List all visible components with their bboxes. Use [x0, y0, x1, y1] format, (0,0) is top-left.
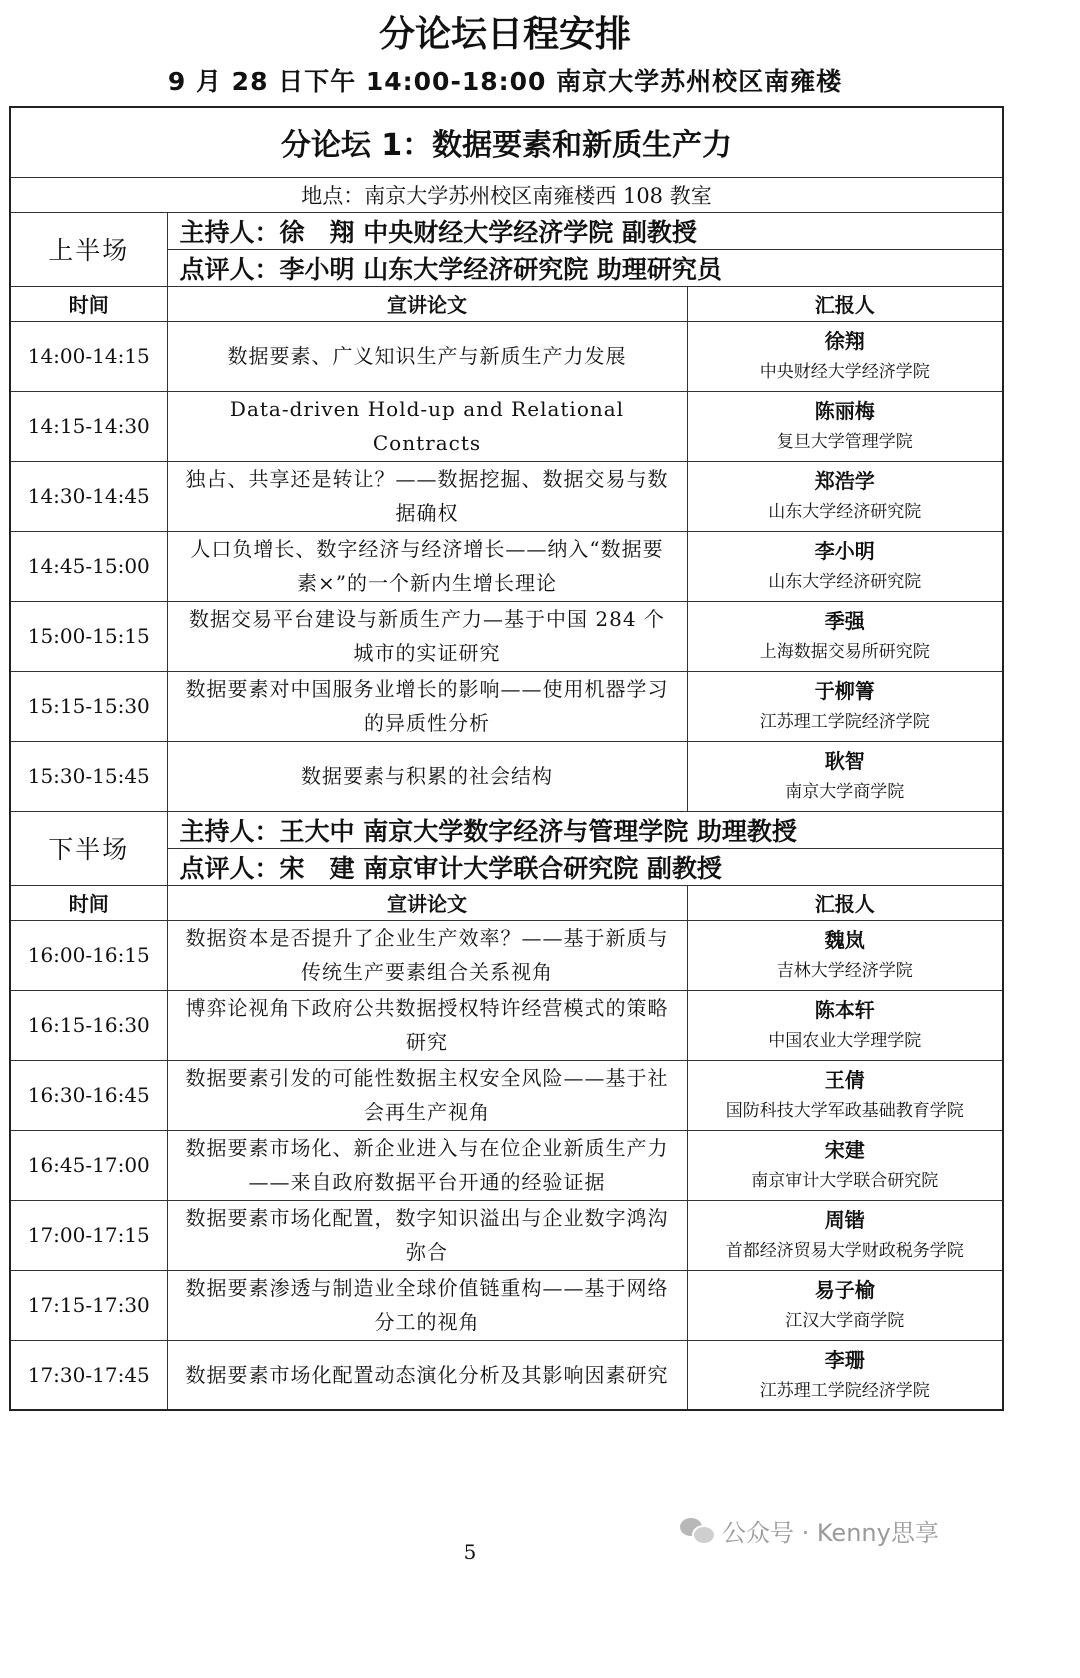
table-row [10, 1270, 1003, 1340]
presenter-affiliation: 国防科技大学军政基础教育学院 [725, 1101, 964, 1121]
time-cell: 16:30-16:45 [10, 1060, 167, 1130]
presenter-affiliation: 吉林大学经济学院 [776, 961, 913, 981]
session-header-row [10, 212, 1003, 249]
time-cell: 14:15-14:30 [10, 391, 167, 461]
column-header-presenter: 汇报人 [687, 885, 1003, 920]
presenter-affiliation: 江汉大学商学院 [785, 1311, 905, 1331]
presenter-name: 王倩 [824, 1068, 865, 1092]
presenter-name: 李小明 [814, 539, 875, 563]
presenter-cell [687, 990, 1003, 1060]
presenter-name: 陈丽梅 [814, 399, 875, 423]
presenter-name: 周锴 [824, 1208, 865, 1232]
presenter-cell [687, 741, 1003, 811]
presenter-name: 易子榆 [814, 1278, 875, 1302]
paper-title-cell: 数据交易平台建设与新质生产力—基于中国 284 个城市的实证研究 [167, 601, 687, 671]
table-row [10, 1060, 1003, 1130]
presenter-cell [687, 671, 1003, 741]
time-cell: 17:30-17:45 [10, 1340, 167, 1410]
paper-title-cell: 数据要素与积累的社会结构 [167, 741, 687, 811]
presenter-cell [687, 531, 1003, 601]
presenter-cell [687, 1060, 1003, 1130]
session-header-row [10, 811, 1003, 848]
presenter-affiliation: 江苏理工学院经济学院 [759, 1380, 930, 1401]
session-commentator: 点评人：宋 建 南京审计大学联合研究院 副教授 [167, 848, 1003, 885]
presenter-affiliation: 首都经济贸易大学财政税务学院 [725, 1241, 964, 1261]
presenter-name: 魏岚 [824, 928, 865, 952]
table-row [10, 601, 1003, 671]
table-row [10, 1130, 1003, 1200]
presenter-name: 李珊 [824, 1347, 865, 1372]
presenter-affiliation: 南京大学商学院 [785, 782, 905, 802]
table-row [10, 321, 1003, 391]
page-title: 分论坛日程安排 [378, 14, 631, 55]
time-cell: 14:30-14:45 [10, 461, 167, 531]
paper-title-cell: 博弈论视角下政府公共数据授权特许经营模式的策略研究 [167, 990, 687, 1060]
presenter-affiliation: 南京审计大学联合研究院 [751, 1171, 939, 1191]
column-header-paper: 宣讲论文 [167, 885, 687, 920]
forum-location: 地点：南京大学苏州校区南雍楼西 108 教室 [10, 177, 1003, 212]
table-row [10, 1200, 1003, 1270]
paper-title-cell: 独占、共享还是转让？——数据挖掘、数据交易与数据确权 [167, 461, 687, 531]
presenter-cell [687, 1130, 1003, 1200]
time-cell: 15:15-15:30 [10, 671, 167, 741]
presenter-name: 耿智 [824, 749, 865, 773]
time-cell: 16:15-16:30 [10, 990, 167, 1060]
paper-title-cell: 数据要素市场化配置动态演化分析及其影响因素研究 [167, 1340, 687, 1410]
forum-title: 分论坛 1：数据要素和新质生产力 [10, 107, 1003, 177]
presenter-affiliation: 山东大学经济研究院 [768, 572, 922, 592]
column-header-paper: 宣讲论文 [167, 286, 687, 321]
time-cell: 17:15-17:30 [10, 1270, 167, 1340]
presenter-name: 于柳箐 [814, 679, 875, 703]
page-subtitle: 9 月 28 日下午 14:00-18:00 南京大学苏州校区南雍楼 [167, 67, 843, 96]
column-header-row [10, 286, 1003, 321]
table-row [10, 990, 1003, 1060]
presenter-name: 郑浩学 [814, 469, 875, 493]
time-cell: 14:45-15:00 [10, 531, 167, 601]
presenter-cell [687, 391, 1003, 461]
presenter-cell [687, 601, 1003, 671]
presenter-name: 陈本轩 [814, 998, 875, 1022]
paper-title-cell: 数据要素对中国服务业增长的影响——使用机器学习的异质性分析 [167, 671, 687, 741]
table-row [10, 531, 1003, 601]
table-row [10, 920, 1003, 990]
column-header-time: 时间 [10, 286, 167, 321]
paper-title-cell: 数据要素市场化、新企业进入与在位企业新质生产力——来自政府数据平台开通的经验证据 [167, 1130, 687, 1200]
table-row [10, 461, 1003, 531]
session-label: 下半场 [10, 811, 167, 885]
presenter-affiliation: 中国农业大学理学院 [768, 1031, 922, 1051]
session-commentator: 点评人：李小明 山东大学经济研究院 助理研究员 [167, 249, 1003, 286]
time-cell: 15:00-15:15 [10, 601, 167, 671]
page-number: 5 [463, 1540, 477, 1564]
presenter-name: 季强 [824, 609, 865, 633]
paper-title-cell: 数据要素渗透与制造业全球价值链重构——基于网络分工的视角 [167, 1270, 687, 1340]
presenter-name: 徐翔 [824, 329, 865, 353]
presenter-cell [687, 321, 1003, 391]
presenter-cell [687, 461, 1003, 531]
time-cell: 17:00-17:15 [10, 1200, 167, 1270]
column-header-presenter: 汇报人 [687, 286, 1003, 321]
presenter-cell [687, 920, 1003, 990]
time-cell: 14:00-14:15 [10, 321, 167, 391]
presenter-cell [687, 1200, 1003, 1270]
watermark-text: 公众号 · Kenny思享 [722, 1518, 939, 1547]
table-row [10, 391, 1003, 461]
paper-title-cell: 数据要素、广义知识生产与新质生产力发展 [167, 321, 687, 391]
presenter-cell [687, 1270, 1003, 1340]
presenter-affiliation: 江苏理工学院经济学院 [759, 712, 930, 732]
paper-title-cell: 数据要素引发的可能性数据主权安全风险——基于社会再生产视角 [167, 1060, 687, 1130]
column-header-row [10, 885, 1003, 920]
presenter-affiliation: 上海数据交易所研究院 [759, 642, 930, 662]
column-header-time: 时间 [10, 885, 167, 920]
table-row [10, 1340, 1003, 1410]
session-label: 上半场 [10, 212, 167, 286]
time-cell: 15:30-15:45 [10, 741, 167, 811]
presenter-affiliation: 复旦大学管理学院 [776, 432, 913, 452]
table-row [10, 671, 1003, 741]
presenter-affiliation: 中央财经大学经济学院 [759, 362, 930, 382]
presenter-name: 宋建 [824, 1138, 865, 1162]
paper-title-cell: Data-driven Hold-up and Relational Contracts [167, 391, 687, 461]
paper-title-cell: 人口负增长、数字经济与经济增长——纳入“数据要素×”的一个新内生增长理论 [167, 531, 687, 601]
time-cell: 16:45-17:00 [10, 1130, 167, 1200]
schedule-table [9, 106, 1004, 1411]
session-host: 主持人：徐 翔 中央财经大学经济学院 副教授 [167, 212, 1003, 249]
paper-title-cell: 数据资本是否提升了企业生产效率？——基于新质与传统生产要素组合关系视角 [167, 920, 687, 990]
time-cell: 16:00-16:15 [10, 920, 167, 990]
table-row [10, 741, 1003, 811]
paper-title-cell: 数据要素市场化配置，数字知识溢出与企业数字鸿沟弥合 [167, 1200, 687, 1270]
presenter-affiliation: 山东大学经济研究院 [768, 502, 922, 522]
presenter-cell [687, 1340, 1003, 1410]
session-host: 主持人：王大中 南京大学数字经济与管理学院 助理教授 [167, 811, 1003, 848]
